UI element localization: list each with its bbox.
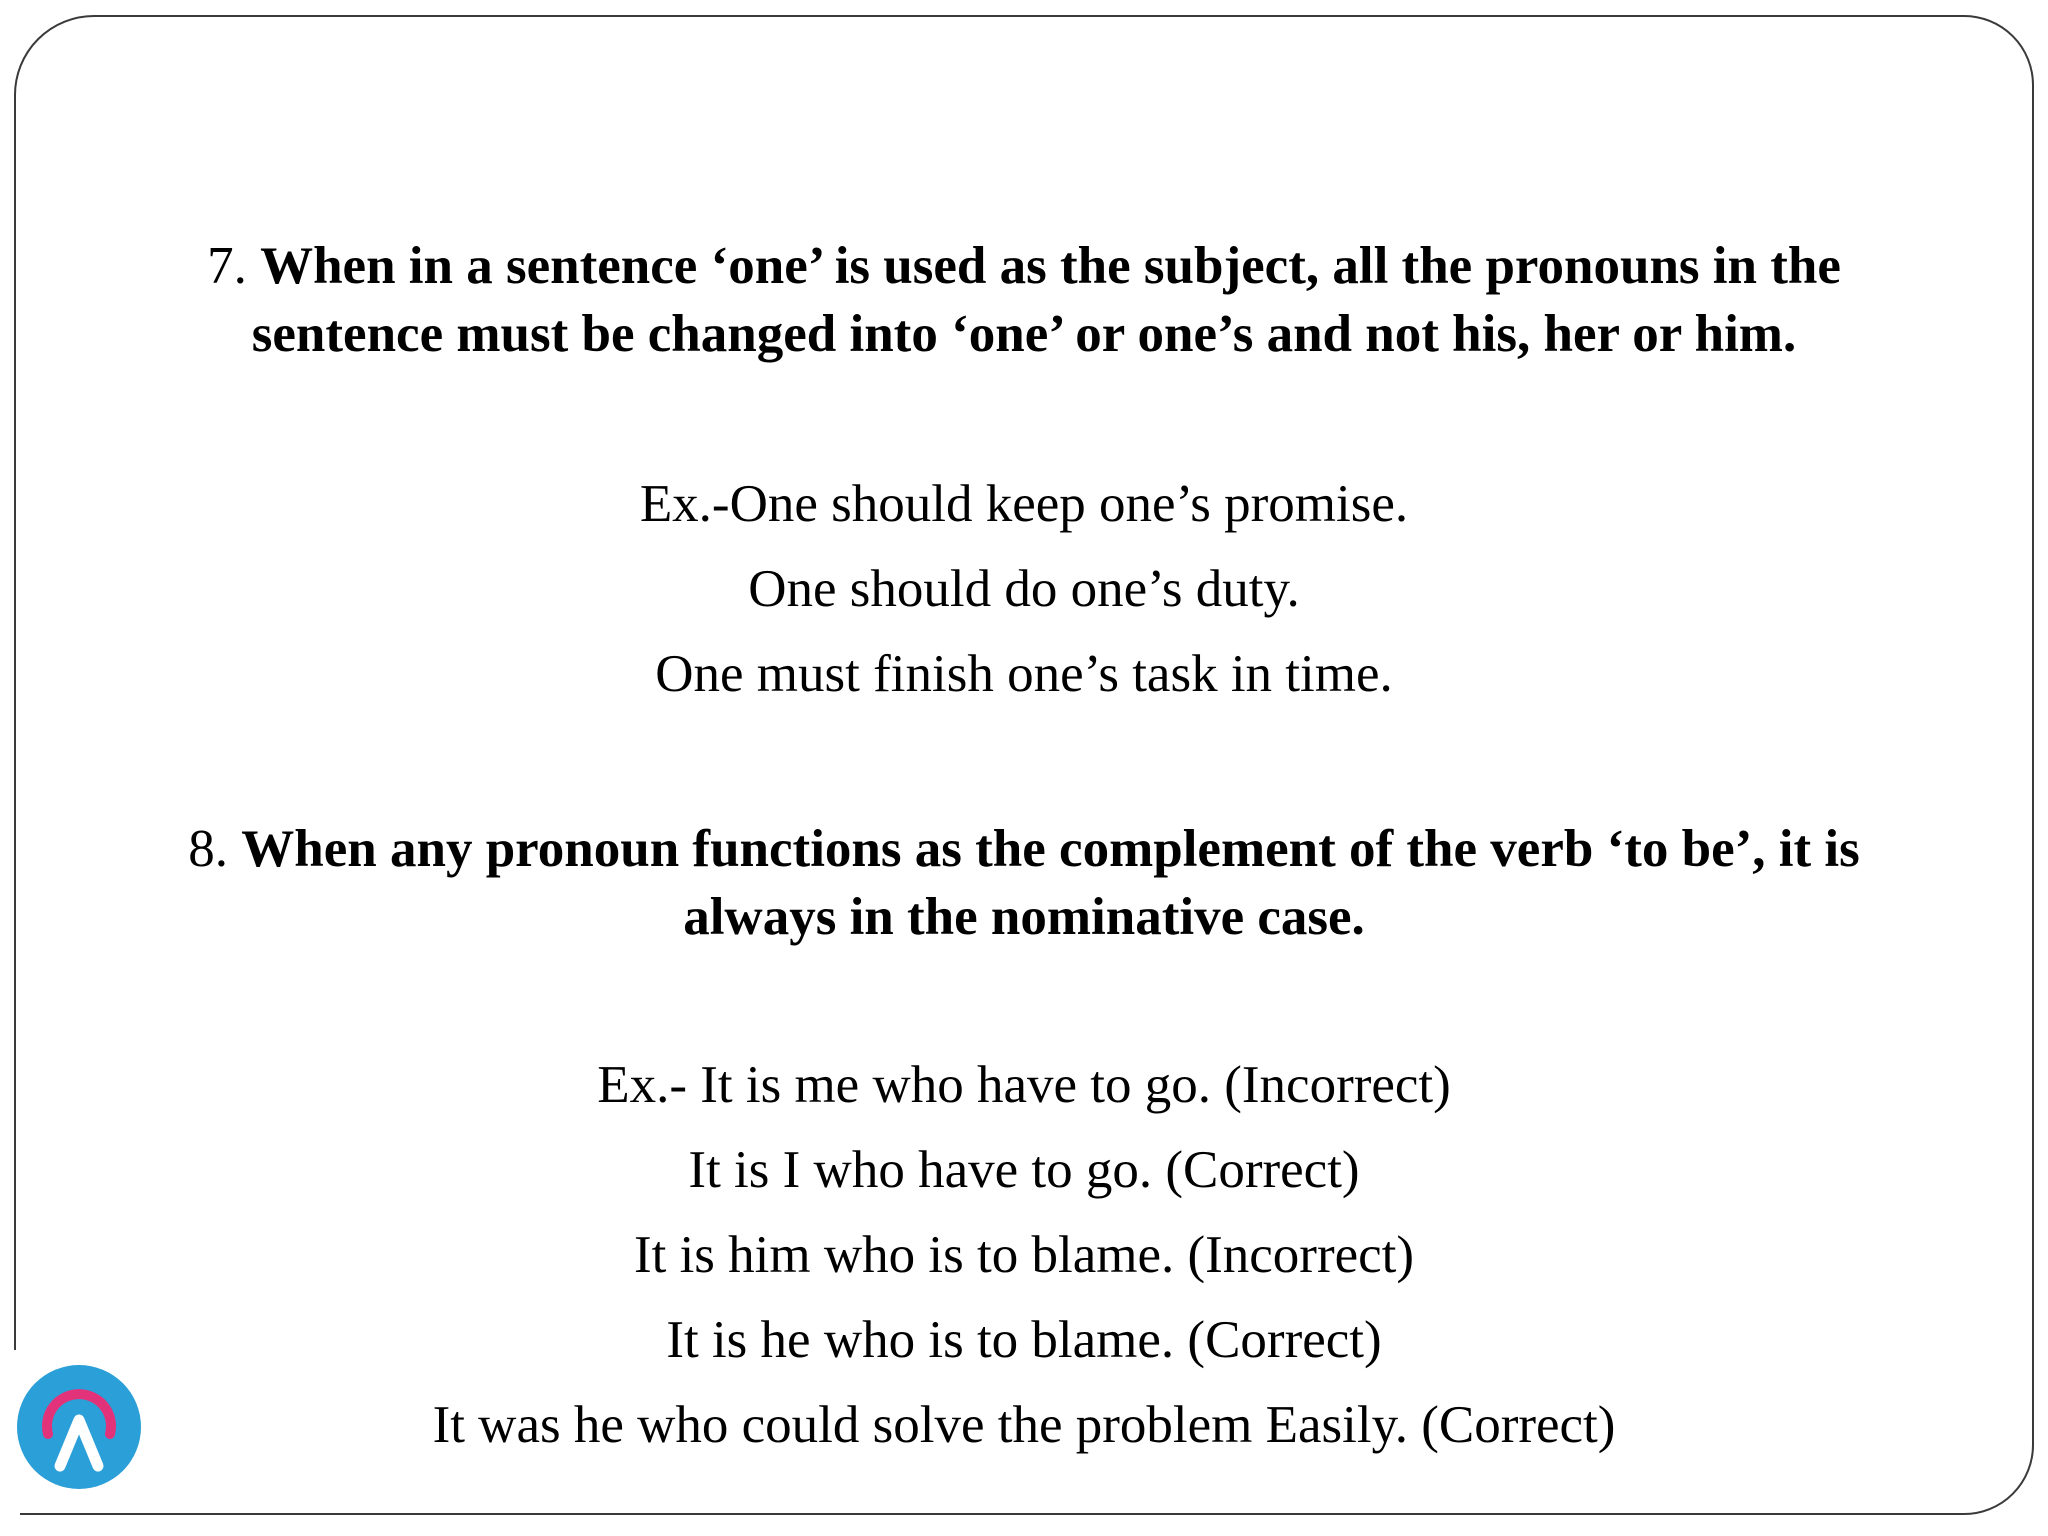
rule-7-example-3: One must finish one’s task in time.: [655, 645, 1393, 703]
brand-logo-icon: [14, 1362, 144, 1492]
rule-8-text-line-1: When any pronoun functions as the complement of the verb ‘to be’, it is: [241, 820, 1860, 878]
rule-8-example-4: It is he who is to blame. (Correct): [666, 1311, 1382, 1369]
rule-8-example-1: Ex.- It is me who have to go. (Incorrect): [597, 1056, 1451, 1114]
rule-7-example-1: Ex.-One should keep one’s promise.: [639, 475, 1409, 533]
rule-8-example-2: It is I who have to go. (Correct): [688, 1141, 1360, 1199]
rule-7-example-2: One should do one’s duty.: [748, 560, 1300, 618]
rule-7-number: 7.: [207, 237, 247, 295]
rule-8-example-5: It was he who could solve the problem Easily. (Correct): [432, 1396, 1616, 1454]
rule-7-text-line-1: When in a sentence ‘one’ is used as the subject, all the pronouns in the: [260, 237, 1841, 295]
rule-8-example-3: It is him who is to blame. (Incorrect): [633, 1226, 1415, 1284]
rule-8-number: 8.: [188, 820, 228, 878]
logo-svg: [14, 1362, 144, 1492]
rule-8-text-line-2: always in the nominative case.: [683, 888, 1365, 946]
rule-7-text-line-2: sentence must be changed into ‘one’ or one’s and not his, her or him.: [251, 305, 1797, 363]
rule-8-heading: [0, 815, 2048, 951]
rule-7-heading: [0, 232, 2048, 368]
